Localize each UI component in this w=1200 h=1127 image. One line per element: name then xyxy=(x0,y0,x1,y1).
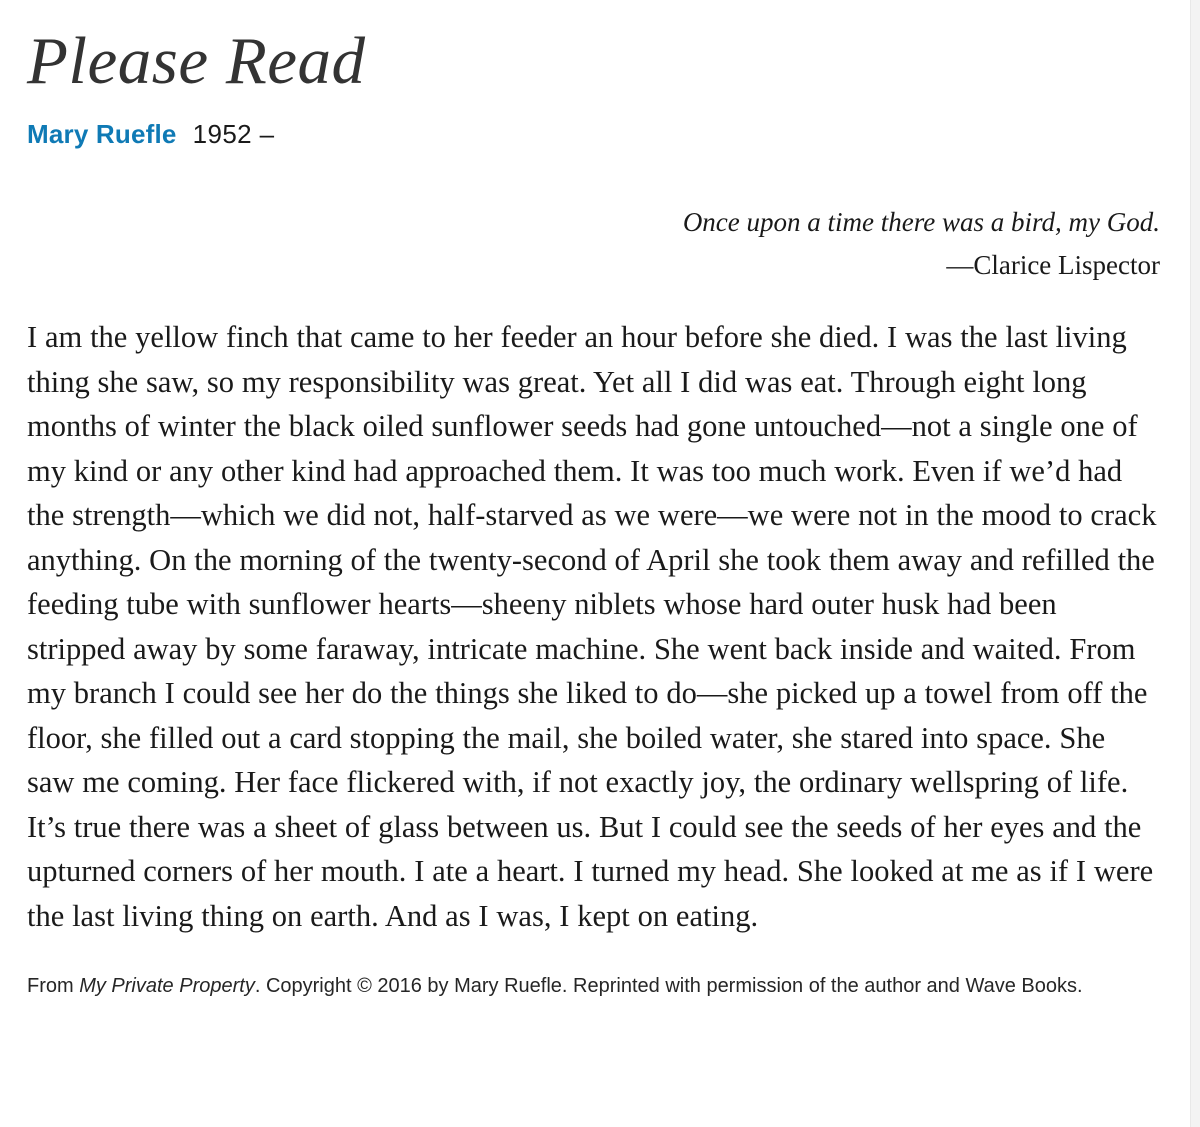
byline xyxy=(27,95,1160,149)
epigraph-quote: Once upon a time there was a bird, my God. xyxy=(682,206,1160,237)
credit-source-title: My Private Property xyxy=(79,975,255,998)
page-edge-strip xyxy=(1190,0,1200,1127)
poem-body xyxy=(27,288,1160,938)
credit-line xyxy=(27,938,1132,1004)
author-name-link[interactable]: Mary Ruefle xyxy=(27,119,177,149)
page-title: Please Read xyxy=(27,24,366,98)
poem-paragraph: I am the yellow finch that came to her feeder an hour before she died. I was the last living thing she saw, so my responsibility was great. Yet all I did was eat. Through eight long months of winter the black oiled sunflower seeds had gone untouched—not a single one of my kind or any other kind had approached them. It was too much work. Even if we’d had the strength—which we did not, half-starved as we were—we were not in the mood to crack anything. On the morning of the twenty-second of April she took them away and refilled the feeding tube with sunflower hearts—sheeny niblets whose hard outer husk had been stripped away by some faraway, intricate machine. She went back inside and waited. From my branch I could see her do the things she liked to do—she picked up a towel from off the floor, she filled out a card stopping the mail, she boiled water, she stared into space. She saw me coming. Her face flickered with, if not exactly joy, the ordinary wellspring of life. It’s true there was a sheet of glass between us. But I could see the seeds of her eyes and the upturned corners of her mouth. I ate a heart. I turned my head. She looked at me as if I were the last living thing on earth. And as I was, I kept on eating. xyxy=(27,320,1157,933)
epigraph-source: —Clarice Lispector xyxy=(946,250,1160,281)
author-dates: 1952 – xyxy=(192,119,275,149)
credit-suffix: . Copyright © 2016 by Mary Ruefle. Reprinted with permission of the author and Wave Books. xyxy=(254,975,1083,998)
epigraph xyxy=(27,149,1160,288)
credit-prefix: From xyxy=(27,975,80,998)
